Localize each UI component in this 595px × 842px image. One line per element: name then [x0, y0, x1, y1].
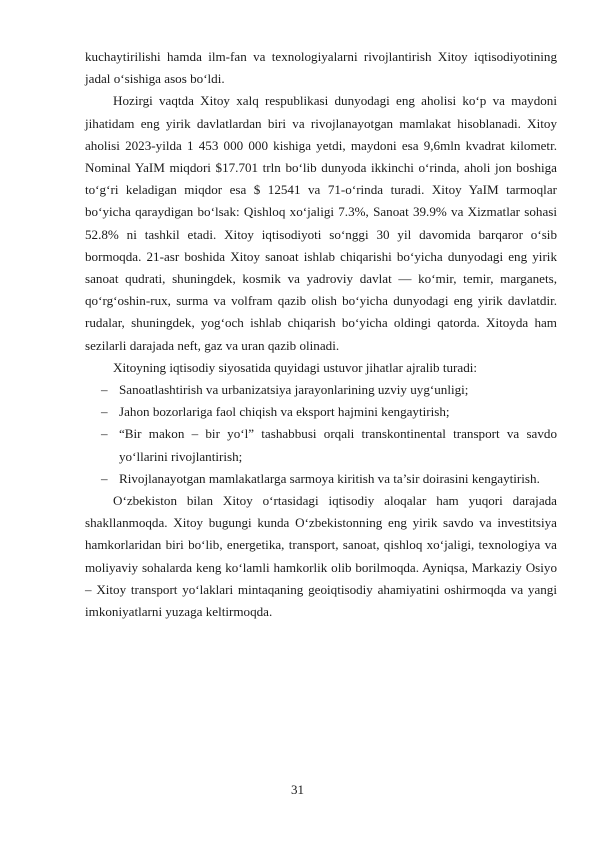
list-item	[85, 379, 557, 401]
list-item	[85, 468, 557, 490]
page-number: 31	[291, 782, 304, 797]
dash-marker: –	[101, 404, 108, 420]
list-item-text: “Bir makon – bir yo‘l” tashabbusi orqali transkontinental transport va savdo yo‘llarini rivojlantirish;	[119, 426, 557, 464]
list-item-text: Sanoatlashtirish va urbanizatsiya jarayonlarining uzviy uyg‘unligi;	[119, 382, 469, 398]
dash-marker: –	[101, 470, 108, 486]
dash-marker: –	[101, 382, 108, 398]
list-item-text: Jahon bozorlariga faol chiqish va eksport hajmini kengaytirish;	[119, 404, 450, 420]
list-item-text: Rivojlanayotgan mamlakatlarga sarmoya kiritish va ta’sir doirasini kengaytirish.	[119, 470, 540, 486]
document-page	[85, 46, 557, 623]
paragraph-economic-policy-intro: Xitoyning iqtisodiy siyosatida quyidagi ustuvor jihatlar ajralib turadi:	[113, 359, 478, 375]
paragraph-china-overview: Hozirgi vaqtda Xitoy xalq respublikasi dunyodagi eng aholisi ko‘p va maydoni jihatidam eng yirik davlatlardan biri va rivojlanayotgan mamlakat hisoblanadi. Xitoy aholisi 2023-yilda 1 453 000 000 kishiga yetdi, maydoni esa 9,6mln kvadrat kilometr. Nominal YaIM miqdori $17.701 trln bo‘lib dunyoda ikkinchi o‘rinda, aholi jon boshiga to‘g‘ri keladigan miqdor esa $ 12541 va 71-o‘rinda turadi. Xitoy YaIM tarmoqlar bo‘yicha qaraydigan bo‘lsak: Qishloq xo‘jaligi 7.3%, Sanoat 39.9% va Xizmatlar sohasi 52.8% ni tashkil etadi. Xitoy iqtisodiyoti so‘nggi 30 yil davomida barqaror o‘sib bormoqda. 21-asr boshida Xitoy sanoat ishlab chiqarishi bo‘yicha dunyodagi eng yirik sanoat qudrati, shuningdek, kosmik va yadroviy davlat — ko‘mir, temir, marganets, qo‘rg‘oshin-rux, surma va volfram qazib olish bo‘yicha dunyodagi eng yirik davlatdir. rudalar, shuningdek, yog‘och ishlab chiqarish bo‘yicha oldingi qatorda. Xitoyda ham sezilarli darajada neft, gaz va uran qazib olinadi.	[85, 93, 557, 353]
priority-list	[85, 379, 557, 490]
dash-marker: –	[101, 426, 108, 442]
paragraph-continuation: kuchaytirilishi hamda ilm-fan va texnologiyalarni rivojlantirish Xitoy iqtisodiyotining jadal o‘sishiga asos bo‘ldi.	[85, 49, 557, 87]
list-item	[85, 401, 557, 423]
paragraph-uzbekistan-china-relations: O‘zbekiston bilan Xitoy o‘rtasidagi iqtisodiy aloqalar ham yuqori darajada shakllanmoqda. Xitoy bugungi kunda O‘zbekistonning eng yirik savdo va investitsiya hamkorlaridan biri bo‘lib, energetika, transport, sanoat, qishloq xo‘jaligi, texnologiya va moliyaviy sohalarda keng ko‘lamli hamkorlik olib borilmoqda. Ayniqsa, Markaziy Osiyo – Xitoy transport yo‘laklari mintaqaning geoiqtisodiy ahamiyatini oshirmoqda va yangi imkoniyatlarni yuzaga keltirmoqda.	[85, 493, 557, 620]
list-item	[85, 423, 557, 467]
